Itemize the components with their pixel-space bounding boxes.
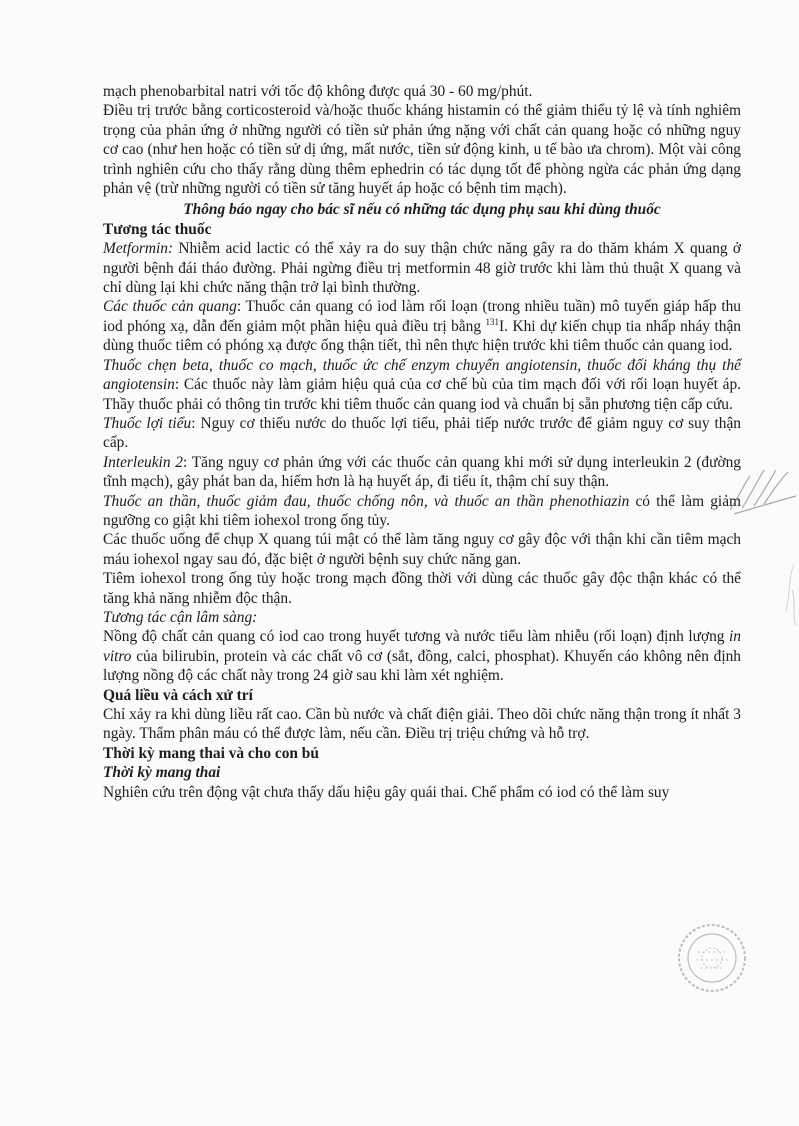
- paragraph-sedatives: [103, 492, 741, 531]
- heading-lab-interactions: Tương tác cận lâm sàng:: [103, 608, 258, 626]
- side-effect-notice: Thông báo ngay cho bác sĩ nếu có những tác dụng phụ sau khi dùng thuốc: [183, 201, 661, 219]
- heading-pregnancy-lactation: Thời kỳ mang thai và cho con bú: [103, 744, 319, 762]
- paragraph-contrast-agents: [103, 297, 741, 355]
- paragraph-beta-blockers: [103, 356, 741, 414]
- text-interleukin: : Tăng nguy cơ phản ứng với các thuốc cản quang khi mới sử dụng interleukin 2 (đường tĩnh mạch), gây phát ban da, hiếm hơn là hạ huyết áp, đi tiểu ít, thậm chí suy thận.: [103, 453, 741, 491]
- term-metformin: Metformin:: [103, 240, 174, 258]
- paragraph-phenobarbital: mạch phenobarbital natri với tốc độ không được quá 30 - 60 mg/phút.: [103, 83, 533, 100]
- handwritten-signature: [724, 458, 799, 528]
- round-stamp: [676, 922, 748, 994]
- paragraph-interleukin: [103, 453, 741, 492]
- edge-mark: [780, 560, 799, 630]
- paragraph-premedication: Điều trị trước bằng corticosteroid và/hoặc thuốc kháng histamin có thể giảm thiểu tỷ lệ và tính nghiêm trọng của phản ứng ở những người có tiền sử phản ứng nặng với chất cản quang hoặc có những nguy cơ cao (như hen hoặc có tiền sử dị ứng, mất nước, tiền sử động kinh, u tế bào ưa chrom). Một vài công trình nghiên cứu cho thấy rằng dùng thêm ephedrin có tác dụng tốt để phòng ngừa các phản ứng dạng phản vệ (trừ những người có tiền sử tăng huyết áp hoặc có bệnh tim mạch).: [103, 102, 741, 198]
- term-sedatives: Thuốc an thần, thuốc giảm đau, thuốc chống nôn, và thuốc an thần phenothiazin: [103, 492, 630, 510]
- text-contrast-b: I. Khi dự kiến chụp tia nhấp nháy thận dùng thuốc tiêm có phóng xạ được ống thận tiết, thì nên thực hiện trước khi tiêm thuốc cản quang iod.: [103, 317, 741, 355]
- term-in-vitro: in vitro: [103, 628, 741, 665]
- text-lab-b: của bilirubin, protein và các chất vô cơ (sắt, đồng, calci, phosphat). Khuyến cáo không nên định lượng nồng độ các chất này trong 24 giờ sau khi làm xét nghiệm.: [103, 647, 741, 685]
- paragraph-intrathecal: Tiêm iohexol trong ống tủy hoặc trong mạch đồng thời với dùng các thuốc gây độc thận khác có thể tăng khả năng nhiễm độc thận.: [103, 570, 741, 607]
- heading-pregnancy: Thời kỳ mang thai: [103, 764, 221, 782]
- text-sedatives: có thể làm giảm ngưỡng co giật khi tiêm iohexol trong ống tủy.: [103, 492, 742, 529]
- text-contrast-a: : Thuốc cản quang có iod làm rối loạn (trong nhiều tuần) mô tuyến giáp hấp thu iod phóng xạ, dẫn đến giảm một phần hiệu quả điều trị bằng: [103, 298, 741, 335]
- text-lab-a: Nồng độ chất cản quang có iod cao trong huyết tương và nước tiểu làm nhiễu (rối loạn) định lượng: [103, 628, 730, 646]
- paragraph-pregnancy: Nghiên cứu trên động vật chưa thấy dấu hiệu gây quái thai. Chế phẩm có iod có thể làm suy: [103, 783, 670, 801]
- isotope-superscript: 131: [485, 316, 500, 327]
- paragraph-lab-interactions: [103, 627, 741, 685]
- document-page: [103, 82, 741, 802]
- text-beta-blockers: : Các thuốc này làm giảm hiệu quả của cơ chế bù của tim mạch đối với rối loạn huyết áp. Thầy thuốc phải có thông tin trước khi tiêm thuốc cản quang iod và chuẩn bị sẵn phương tiện cấp cứu.: [103, 376, 741, 413]
- paragraph-diuretics: [103, 414, 741, 453]
- text-metformin: Nhiễm acid lactic có thể xảy ra do suy thận chức năng gây ra do thăm khám X quang ở người bệnh đái tháo đường. Phải ngừng điều trị metformin 48 giờ trước khi làm thủ thuật X quang và chỉ dùng lại khi chức năng thận trở lại bình thường.: [103, 240, 741, 297]
- paragraph-oral-cholecystography: Các thuốc uống để chụp X quang túi mật có thể làm tăng nguy cơ gây độc với thận khi cần tiêm mạch máu iohexol ngay sau đó, đặc biệt ở người bệnh suy chức năng gan.: [103, 531, 741, 568]
- paragraph-metformin: [103, 239, 741, 297]
- heading-overdose: Quá liều và cách xử trí: [103, 686, 253, 704]
- heading-drug-interactions: Tương tác thuốc: [103, 220, 212, 238]
- term-contrast-agents: Các thuốc cản quang: [103, 298, 237, 316]
- term-interleukin: Interleukin 2: [103, 453, 183, 471]
- paragraph-overdose: Chỉ xảy ra khi dùng liều rất cao. Cần bù nước và chất điện giải. Theo dõi chức năng thận trong ít nhất 3 ngày. Thẩm phân máu có thể được làm, nếu cần. Điều trị triệu chứng và hỗ trợ.: [103, 706, 741, 743]
- term-diuretics: Thuốc lợi tiểu: [103, 414, 192, 432]
- text-diuretics: : Nguy cơ thiếu nước do thuốc lợi tiểu, phải tiếp nước trước để giảm nguy cơ suy thận cấp.: [103, 414, 741, 452]
- term-beta-blockers: Thuốc chẹn beta, thuốc co mạch, thuốc ức chế enzym chuyển angiotensin, thuốc đối kháng thụ thể angiotensin: [103, 356, 741, 394]
